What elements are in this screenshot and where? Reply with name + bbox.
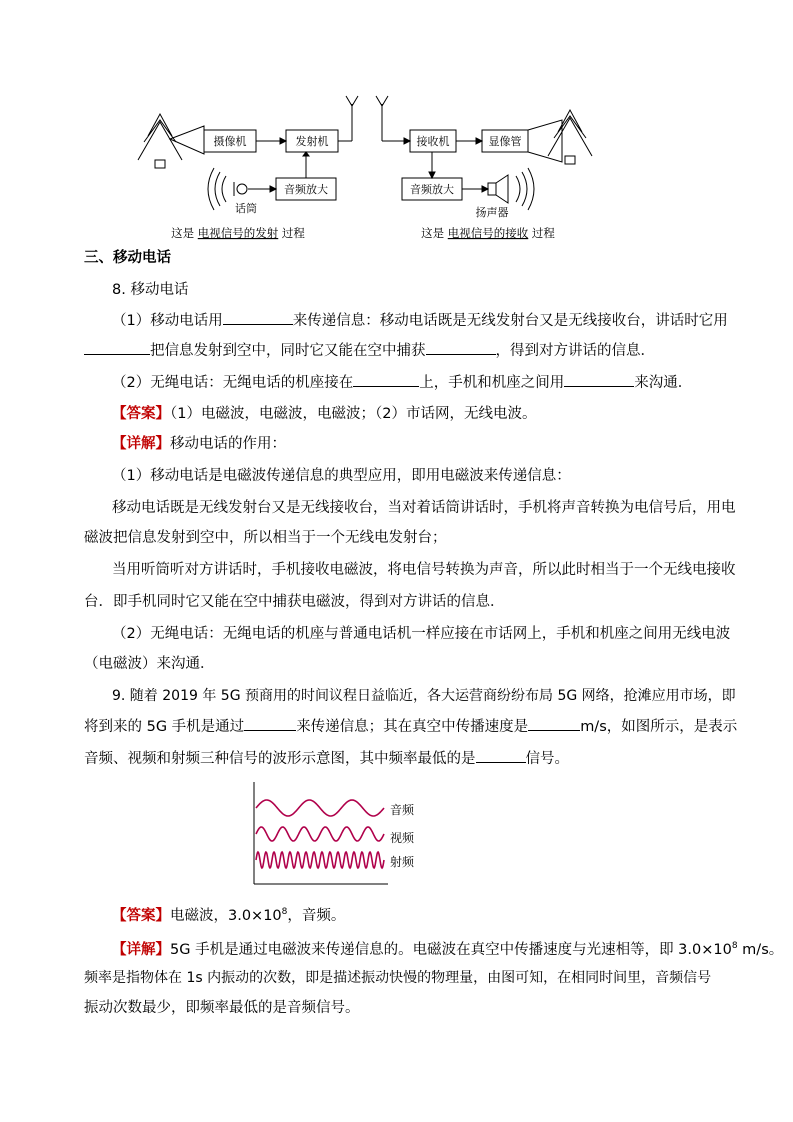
q9-line1: 9. 随着 2019 年 5G 预商用的时间议程日益临近，各大运营商纷纷布局 5G 网络，抢滩应用市场，即: [112, 688, 736, 704]
transmitter-box-label: 发射机: [295, 135, 329, 148]
q8-line2: 把信息发射到空中，同时它又能在空中捕获 ，得到对方讲话的信息．: [84, 340, 712, 361]
audio-amp-right-label: 音频放大: [410, 183, 454, 196]
q8-answer: 【答案】（1）电磁波，电磁波，电磁波；（2）市话网，无线电波。: [112, 406, 537, 422]
blank[interactable]: [476, 748, 526, 763]
q8-detail-4b: （电磁波）来沟通．: [84, 656, 215, 672]
camera-box-label: 摄像机: [213, 135, 247, 148]
caption-right: 这是 电视信号的接收 过程: [421, 226, 555, 240]
q8-line1: （1）移动电话用 来传递信息：移动电话既是无线发射台又是无线接收台，讲话时它用: [112, 310, 712, 331]
display-box-label: 显像管: [488, 135, 522, 148]
q9-answer: 【答案】电磁波，$3.0\times 10^8$，音频。: [112, 907, 346, 924]
q8-number: 8. 移动电话: [112, 282, 189, 298]
blank[interactable]: [426, 340, 496, 355]
q9-detail-2: 频率是指物体在 1s 内振动的次数，即是描述振动快慢的物理量，由图可知，在相同时间里，音频信号: [84, 970, 712, 986]
blank[interactable]: [353, 372, 419, 387]
q8-detail-2b: 磁波把信息发射到空中，所以相当于一个无线电发射台；: [84, 530, 447, 546]
speaker-label: 扬声器: [475, 206, 509, 219]
audio-amp-left-label: 音频放大: [284, 183, 328, 196]
blank[interactable]: [244, 716, 296, 731]
q9-line2: 将到来的 5G 手机是通过 来传递信息；其在真空中传播速度是 m/s，如图所示，是表示: [84, 716, 712, 737]
q8-detail-2a: 移动电话既是无线发射台又是无线接收台，当对着话筒讲话时，手机将声音转换为电信号后，用电: [112, 500, 736, 516]
q8-line3: （2）无绳电话：无绳电话的机座接在 上，手机和机座之间用 来沟通．: [112, 372, 712, 393]
receiver-box-label: 接收机: [416, 135, 450, 148]
mic-label: 话筒: [235, 202, 257, 215]
section-title: 三、移动电话: [84, 250, 171, 266]
wave-label-video: 视频: [390, 831, 415, 845]
q8-detail-1: （1）移动电话是电磁波传递信息的典型应用，即用电磁波来传递信息：: [112, 468, 571, 484]
rf-wave: [256, 852, 384, 868]
q9-line3: 音频、视频和射频三种信号的波形示意图，其中频率最低的是 信号。: [84, 748, 712, 769]
blank[interactable]: [84, 340, 150, 355]
q8-detail-4a: （2）无绳电话：无绳电话的机座与普通电话机一样应接在市话网上，手机和机座之间用无线电波: [112, 626, 731, 642]
waveform-figure: [248, 780, 428, 890]
tv-signal-diagram: [130, 92, 630, 242]
wave-label-audio: 音频: [390, 803, 415, 817]
q9-detail-1: 【详解】5G 手机是通过电磁波来传递信息的。电磁波在真空中传播速度与光速相等，即 $3.0\times 10^8$ m/s。: [112, 941, 784, 958]
q8-detail-3b: 台．即手机同时它又能在空中捕获电磁波，得到对方讲话的信息．: [84, 594, 505, 610]
video-wave: [256, 827, 384, 841]
q9-detail-3: 振动次数最少，即频率最低的是音频信号。: [84, 1000, 360, 1016]
q8-detail-3a: 当用听筒听对方讲话时，手机接收电磁波，将电信号转换为声音，所以此时相当于一个无线电接收: [112, 562, 736, 578]
audio-wave: [256, 800, 384, 816]
q8-detail-title: 【详解】移动电话的作用：: [112, 436, 286, 452]
blank[interactable]: [528, 716, 580, 731]
wave-label-rf: 射频: [390, 855, 415, 869]
blank[interactable]: [564, 372, 634, 387]
caption-left: 这是 电视信号的发射 过程: [171, 226, 305, 240]
blank[interactable]: [223, 310, 293, 325]
